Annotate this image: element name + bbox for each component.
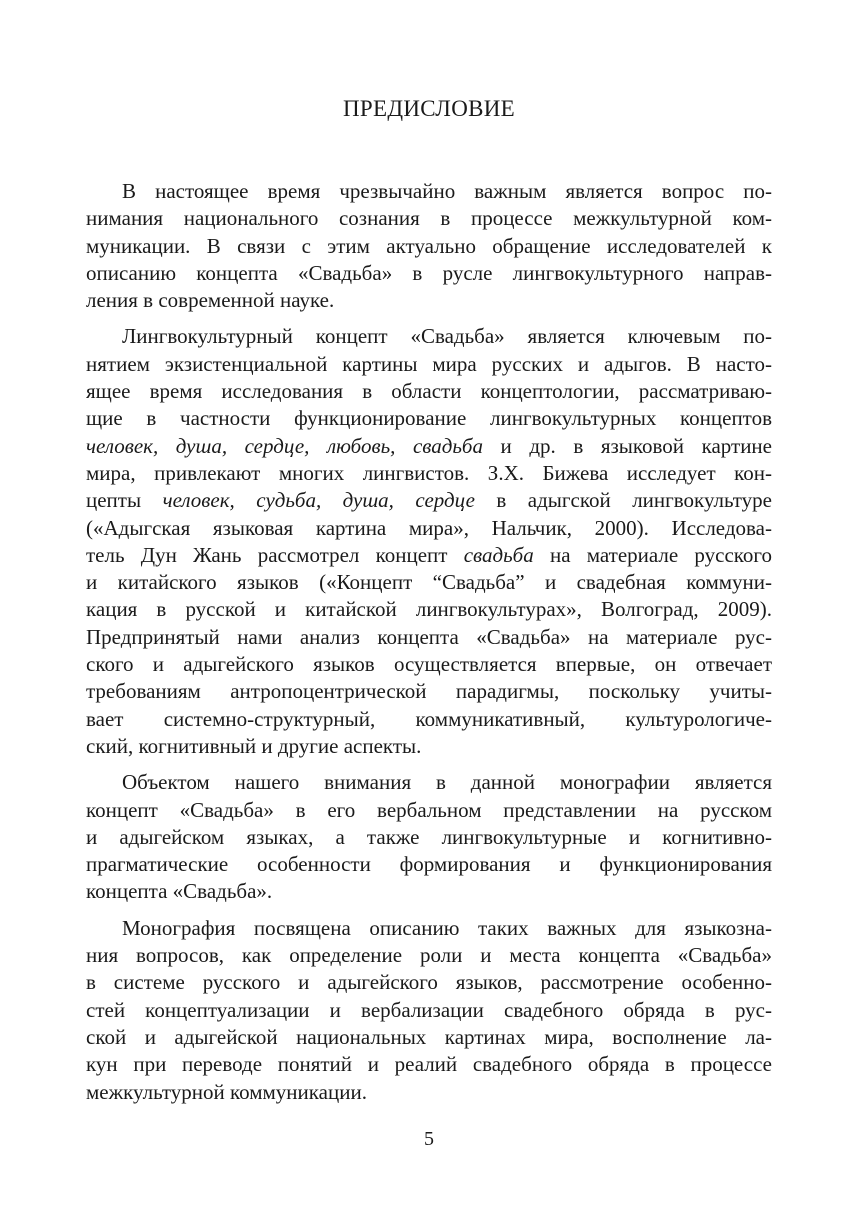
text-span: концепта «Свадьба». (86, 879, 273, 904)
text-span: нимания национального сознания в процессе межкультурной ком- (86, 206, 772, 231)
text-span: кун при переводе понятий и реалий свадебного обряда в процессе (86, 1052, 772, 1077)
text-span: описанию концепта «Свадьба» в русле лингвокультурного направ- (86, 260, 772, 285)
text-span: ния вопросов, как определение роли и места концепта «Свадьба» (86, 943, 772, 968)
text-line (86, 1051, 772, 1078)
text-line (86, 997, 772, 1024)
text-span: В настоящее время чрезвычайно важным является вопрос по- (122, 179, 772, 203)
text-line (86, 487, 772, 514)
text-span: ский, когнитивный и другие аспекты. (86, 733, 422, 758)
text-line (86, 287, 772, 314)
text-line (86, 769, 772, 796)
text-span: вает системно-структурный, коммуникативный, культурологиче- (86, 706, 772, 731)
text-line (86, 433, 772, 460)
text-line (86, 1079, 772, 1106)
text-span: и др. в языковой картине (482, 433, 772, 458)
text-span: щие в частности функционирование лингвокультурных концептов (86, 406, 772, 431)
text-span: ской и адыгейской национальных картинах мира, восполнение ла- (86, 1024, 772, 1049)
text-line (86, 542, 772, 569)
text-line (86, 596, 772, 623)
page-number: 5 (424, 1128, 434, 1150)
text-span: мира, привлекают многих лингвистов. З.Х. Бижева исследует кон- (86, 460, 772, 485)
text-line (86, 651, 772, 678)
text-span: цепты (86, 488, 163, 513)
italic-term: человек, душа, сердце, любовь, свадьба (86, 433, 483, 458)
text-span: в системе русского и адыгейского языков, рассмотрение особенно- (86, 970, 772, 995)
text-span: концепт «Свадьба» в его вербальном представлении на русском (86, 797, 772, 822)
text-span: муникации. В связи с этим актуально обращение исследователей к (86, 233, 772, 258)
text-span: Монография посвящена описанию таких важных для языкозна- (122, 915, 772, 940)
italic-term: свадьба (463, 542, 534, 567)
text-line (86, 205, 772, 232)
text-span: Объектом нашего внимания в данной монографии является (122, 770, 772, 795)
paragraph-gap (86, 906, 772, 915)
text-line (86, 515, 772, 542)
text-span: ящее время исследования в области концептологии, рассматриваю- (86, 379, 772, 404)
text-line (86, 824, 772, 851)
italic-term: человек, судьба, душа, сердце (162, 488, 475, 513)
text-span: прагматические особенности формирования и функционирования (86, 852, 772, 877)
text-span: и адыгейском языках, а также лингвокультурные и когнитивно- (86, 824, 772, 849)
text-line (86, 915, 772, 942)
text-span: («Адыгская языковая картина мира», Нальчик, 2000). Исследова- (86, 515, 772, 540)
text-line (86, 233, 772, 260)
text-line (86, 460, 772, 487)
text-span: межкультурной коммуникации. (86, 1079, 367, 1104)
text-line (86, 942, 772, 969)
text-span: кация в русской и китайской лингвокультурах», Волгоград, 2009). (86, 597, 772, 622)
text-span: и китайского языков («Концепт “Свадьба” и свадебная коммуни- (86, 570, 772, 595)
text-line (86, 569, 772, 596)
text-line (86, 351, 772, 378)
text-line (86, 878, 772, 905)
paragraph (86, 769, 772, 905)
book-page (86, 0, 772, 1211)
text-line (86, 969, 772, 996)
text-span: ления в современной науке. (86, 288, 335, 313)
text-line (86, 1024, 772, 1051)
text-span: Предпринятый нами анализ концепта «Свадьба» на материале рус- (86, 624, 772, 649)
text-span: на материале русского (533, 542, 772, 567)
text-span: тель Дун Жань рассмотрел концепт (86, 542, 464, 567)
text-span: стей концептуализации и вербализации свадебного обряда в рус- (86, 997, 772, 1022)
text-span: в адыгской лингвокультуре (474, 488, 772, 513)
text-line (86, 323, 772, 350)
text-line (86, 260, 772, 287)
text-line (86, 678, 772, 705)
text-line (86, 851, 772, 878)
paragraph (86, 323, 772, 760)
paragraph-gap (86, 314, 772, 323)
text-line (86, 706, 772, 733)
text-line (86, 733, 772, 760)
text-line (86, 405, 772, 432)
text-span: требованиям антропоцентрической парадигмы, поскольку учиты- (86, 679, 772, 704)
paragraph (86, 178, 772, 314)
text-line (86, 378, 772, 405)
paragraph (86, 915, 772, 1106)
text-line (86, 178, 772, 205)
text-line (86, 624, 772, 651)
body-text (86, 178, 772, 1106)
text-span: ского и адыгейского языков осуществляется впервые, он отвечает (86, 652, 772, 677)
text-line (86, 797, 772, 824)
paragraph-gap (86, 760, 772, 769)
text-span: Лингвокультурный концепт «Свадьба» является ключевым по- (122, 324, 772, 349)
page-title: ПРЕДИСЛОВИЕ (342, 96, 516, 121)
text-span: нятием экзистенциальной картины мира русских и адыгов. В насто- (86, 351, 772, 376)
